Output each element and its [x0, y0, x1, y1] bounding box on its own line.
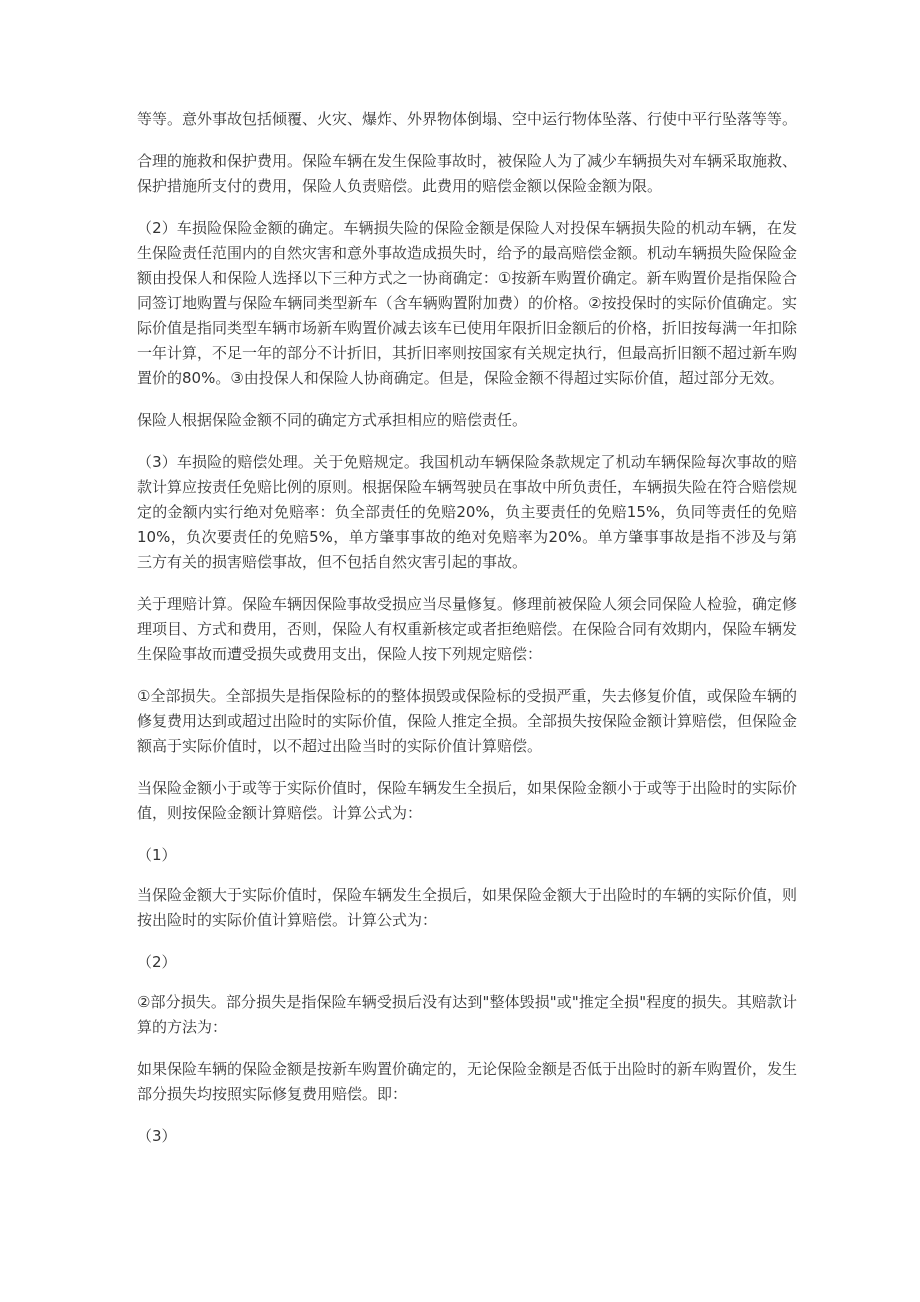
- paragraph-partial-loss: ②部分损失。部分损失是指保险车辆受损后没有达到"整体毁损"或"推定全损"程度的损失。其赔款计算的方法为：: [137, 993, 797, 1036]
- document-body: [137, 107, 797, 1164]
- formula-label-2: （2）: [137, 953, 177, 971]
- paragraph-liability: 保险人根据保险金额不同的确定方式承担相应的赔偿责任。: [137, 411, 528, 429]
- paragraph-rescue-costs: 合理的施救和保护费用。保险车辆在发生保险事故时，被保险人为了减少车辆损失对车辆采取施救、保护措施所支付的费用，保险人负责赔偿。此费用的赔偿金额以保险金额为限。: [137, 152, 798, 195]
- paragraph-claim-handling: （3）车损险的赔偿处理。关于免赔规定。我国机动车辆保险条款规定了机动车辆保险每次事故的赔款计算应按责任免赔比例的原则。根据保险车辆驾驶员在事故中所负责任，车辆损失险在符合赔偿规定的金额内实行绝对免赔率：负全部责任的免赔20%，负主要责任的免赔15%，负同等责任的免赔10%，负次要责任的免赔5%，单方肇事事故的绝对免赔率为20%。单方肇事事故是指不涉及与第三方有关的损害赔偿事故，但不包括自然灾害引起的事故。: [137, 453, 798, 571]
- paragraph-amount-below-value: 当保险金额小于或等于实际价值时，保险车辆发生全损后，如果保险金额小于或等于出险时的实际价值，则按保险金额计算赔偿。计算公式为：: [137, 779, 798, 822]
- paragraph-claim-calculation: 关于理赔计算。保险车辆因保险事故受损应当尽量修复。修理前被保险人须会同保险人检验，确定修理项目、方式和费用，否则，保险人有权重新核定或者拒绝赔偿。在保险合同有效期内，保险车辆发生保险事故而遭受损失或费用支出，保险人按下列规定赔偿：: [137, 595, 798, 663]
- paragraph-new-car-price: 如果保险车辆的保险金额是按新车购置价确定的，无论保险金额是否低于出险时的新车购置价，发生部分损失均按照实际修复费用赔偿。即：: [137, 1060, 798, 1103]
- paragraph-insured-amount: （2）车损险保险金额的确定。车辆损失险的保险金额是保险人对投保车辆损失险的机动车辆，在发生保险责任范围内的自然灾害和意外事故造成损失时，给予的最高赔偿金额。机动车辆损失险保险金额由投保人和保险人选择以下三种方式之一协商确定：①按新车购置价确定。新车购置价是指保险合同签订地购置与保险车辆同类型新车（含车辆购置附加费）的价格。②按投保时的实际价值确定。实际价值是指同类型车辆市场新车购置价减去该车已使用年限折旧金额后的价格，折旧按每满一年扣除一年计算，不足一年的部分不计折旧，其折旧率则按国家有关规定执行，但最高折旧额不超过新车购置价的80%。③由投保人和保险人协商确定。但是，保险金额不得超过实际价值，超过部分无效。: [137, 219, 798, 387]
- formula-label-1: （1）: [137, 846, 177, 864]
- paragraph-total-loss: ①全部损失。全部损失是指保险标的的整体损毁或保险标的受损严重，失去修复价值，或保险车辆的修复费用达到或超过出险时的实际价值，保险人推定全损。全部损失按保险金额计算赔偿，但保险金额高于实际价值时，以不超过出险当时的实际价值计算赔偿。: [137, 687, 798, 755]
- paragraph-amount-above-value: 当保险金额大于实际价值时，保险车辆发生全损后，如果保险金额大于出险时的车辆的实际价值，则按出险时的实际价值计算赔偿。计算公式为：: [137, 886, 798, 929]
- formula-label-3: （3）: [137, 1127, 177, 1145]
- paragraph-accident-definition: 等等。意外事故包括倾覆、火灾、爆炸、外界物体倒塌、空中运行物体坠落、行使中平行坠落等等。: [137, 110, 798, 128]
